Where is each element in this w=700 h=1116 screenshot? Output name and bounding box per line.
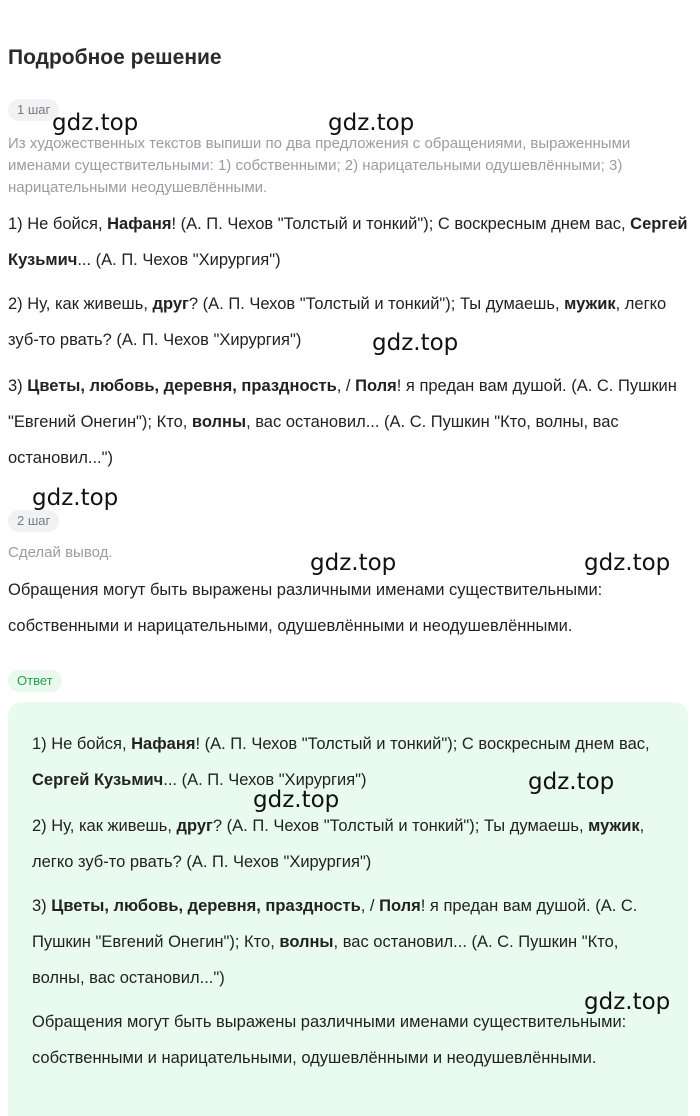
address-word: волны bbox=[279, 933, 334, 951]
step-1-paragraph-3 bbox=[8, 368, 690, 476]
watermark: gdz.top bbox=[372, 330, 459, 356]
text-segment: , вас остановил... (А. С. Пушкин "Кто, волны, вас остановил...") bbox=[32, 933, 619, 987]
text-segment: , / bbox=[360, 897, 380, 915]
step-1-task: Из художественных текстов выпиши по два предложения с обращениями, выраженными именами существительными: 1) собственными; 2) нарицательными одушевлёнными; 3) нарицательными неодушевлёнными. bbox=[8, 135, 631, 196]
text-segment: 3) bbox=[32, 897, 52, 915]
text-segment: , / bbox=[336, 377, 356, 395]
address-word: мужик bbox=[564, 295, 616, 313]
address-word: Поля bbox=[379, 897, 421, 915]
step-2-badge: 2 шаг bbox=[8, 510, 59, 532]
answer-badge: Ответ bbox=[8, 670, 62, 692]
address-word: Цветы, любовь, деревня, праздность bbox=[51, 897, 361, 915]
answer-paragraph-3 bbox=[32, 888, 662, 996]
watermark: gdz.top bbox=[328, 110, 415, 136]
address-word: мужик bbox=[588, 817, 640, 835]
text-segment: ! я предан вам душой. (А. С. Пушкин "Евгений Онегин"); Кто, bbox=[8, 377, 677, 431]
address-word: Сергей Кузьмич bbox=[8, 215, 688, 269]
text-segment: ? (А. П. Чехов "Толстый и тонкий"); Ты думаешь, bbox=[212, 817, 589, 835]
step-2-conclusion: Обращения могут быть выражены различными именами существительными: собственными и нарицательными, одушевлёнными и неодушевлёнными. bbox=[8, 581, 603, 635]
text-segment: 3) bbox=[8, 377, 28, 395]
address-word: Сергей Кузьмич bbox=[32, 771, 164, 789]
text-segment: , легко зуб-то рвать? (А. П. Чехов "Хирургия") bbox=[8, 295, 667, 349]
address-word: Нафаня bbox=[107, 215, 172, 233]
step-1-paragraph-1 bbox=[8, 206, 690, 278]
watermark: gdz.top bbox=[310, 550, 397, 576]
watermark: gdz.top bbox=[528, 769, 615, 795]
text-segment: ... (А. П. Чехов "Хирургия") bbox=[77, 251, 281, 269]
address-word: Поля bbox=[355, 377, 397, 395]
text-segment: , вас остановил... (А. С. Пушкин "Кто, волны, вас остановил...") bbox=[8, 413, 619, 467]
answer-paragraph-2 bbox=[32, 808, 662, 880]
text-segment: 2) Ну, как живешь, bbox=[32, 817, 177, 835]
text-segment: ! (А. П. Чехов "Толстый и тонкий"); С воскресным днем вас, bbox=[195, 735, 650, 753]
watermark: gdz.top bbox=[52, 110, 139, 136]
page-title: Подробное решение bbox=[8, 46, 222, 69]
text-segment: ! я предан вам душой. (А. С. Пушкин "Евгений Онегин"); Кто, bbox=[32, 897, 638, 951]
text-segment: ! (А. П. Чехов "Толстый и тонкий"); С воскресным днем вас, bbox=[171, 215, 631, 233]
address-word: друг bbox=[176, 817, 213, 835]
address-word: друг bbox=[152, 295, 189, 313]
watermark: gdz.top bbox=[584, 550, 671, 576]
step-1-paragraph-2 bbox=[8, 286, 690, 358]
text-segment: 1) Не бойся, bbox=[8, 215, 108, 233]
watermark: gdz.top bbox=[584, 989, 671, 1015]
step-1-badge: 1 шаг bbox=[8, 99, 59, 121]
address-word: Нафаня bbox=[131, 735, 196, 753]
answer-conclusion: Обращения могут быть выражены различными именами существительными: собственными и нарицательными, одушевлёнными и неодушевлёнными. bbox=[32, 1013, 627, 1067]
address-word: волны bbox=[191, 413, 247, 431]
step-2-task: Сделай вывод. bbox=[8, 544, 113, 561]
watermark: gdz.top bbox=[32, 485, 119, 511]
text-segment: ... (А. П. Чехов "Хирургия") bbox=[163, 771, 367, 789]
watermark: gdz.top bbox=[253, 787, 340, 813]
text-segment: 2) Ну, как живешь, bbox=[8, 295, 153, 313]
text-segment: 1) Не бойся, bbox=[32, 735, 132, 753]
text-segment: ? (А. П. Чехов "Толстый и тонкий"); Ты думаешь, bbox=[188, 295, 565, 313]
text-segment: , легко зуб-то рвать? (А. П. Чехов "Хирургия") bbox=[32, 817, 645, 871]
address-word: Цветы, любовь, деревня, праздность bbox=[27, 377, 337, 395]
